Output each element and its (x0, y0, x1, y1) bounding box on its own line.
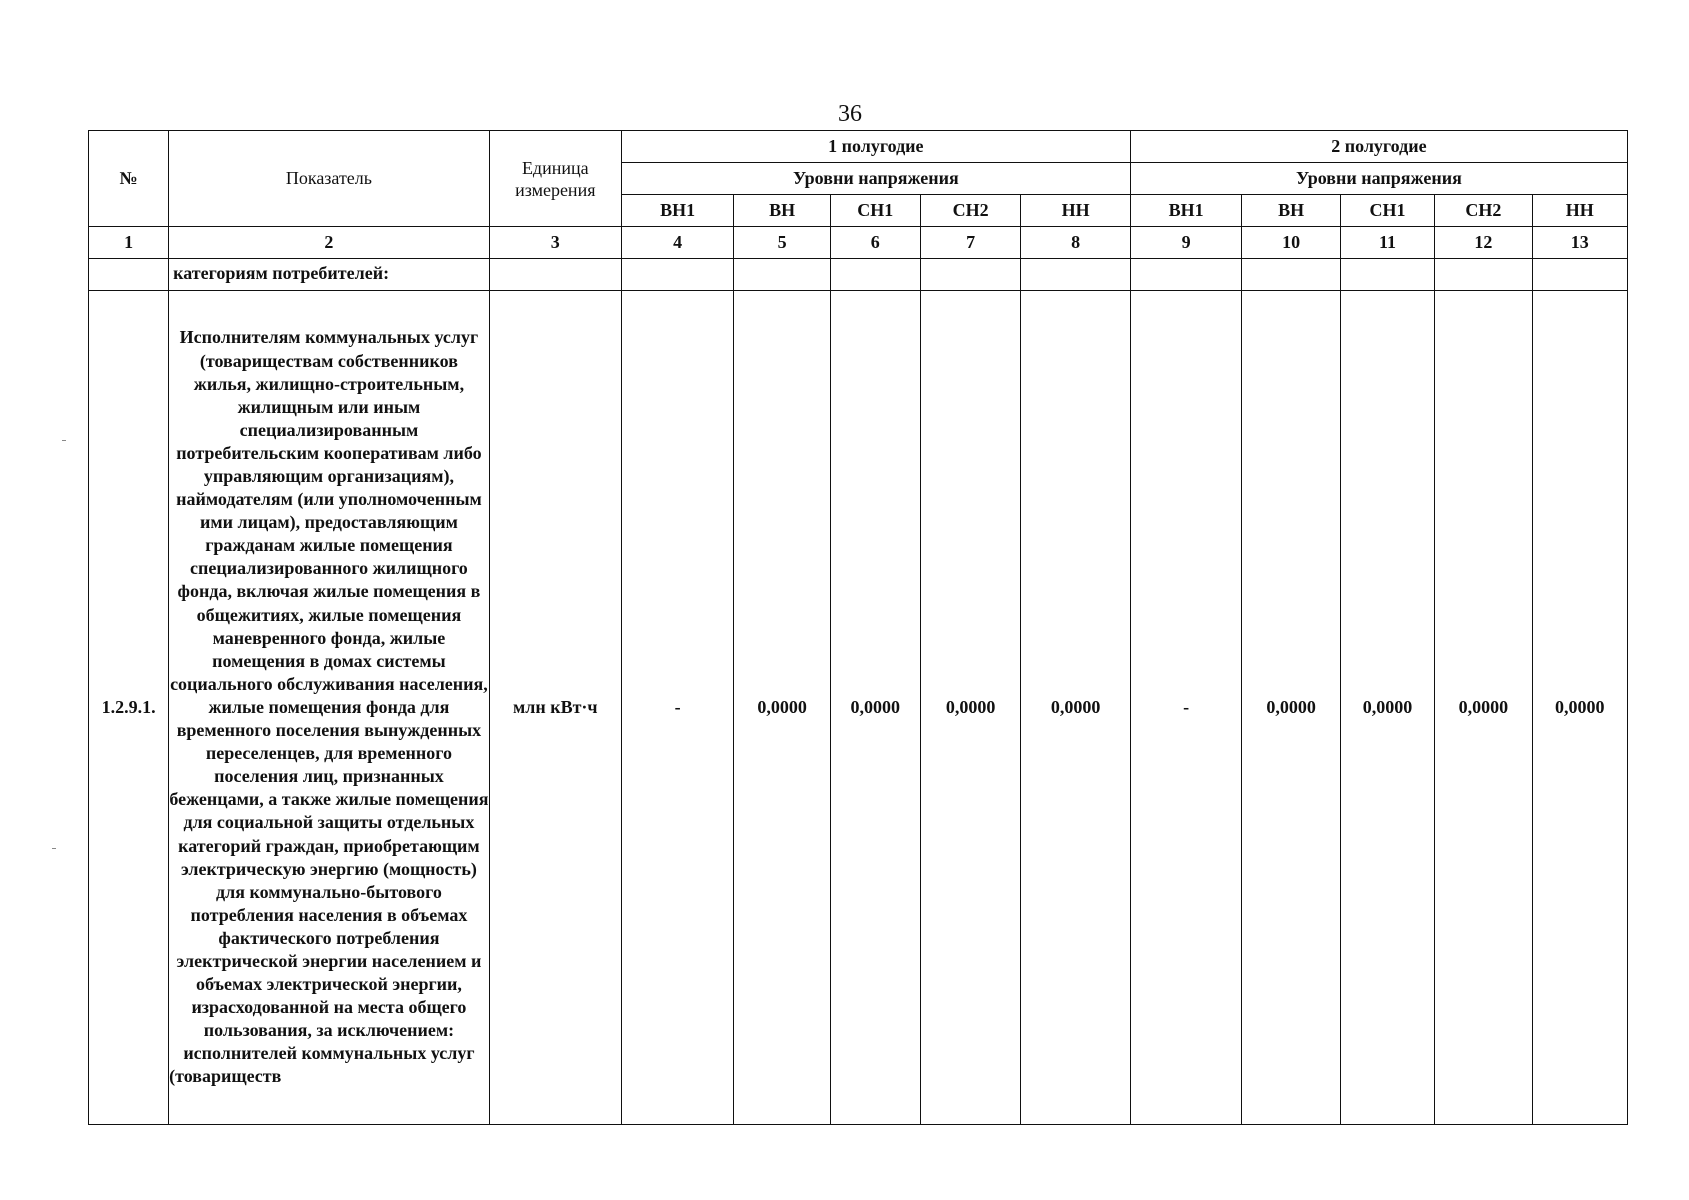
page-number: 36 (838, 101, 862, 127)
column-number: 11 (1340, 227, 1434, 259)
category-label: категориям потребителей: (169, 259, 490, 291)
category-row (89, 259, 1628, 291)
empty-cell (1242, 259, 1341, 291)
column-number: 6 (830, 227, 920, 259)
header-voltage-levels-1: Уровни напряжения (621, 163, 1130, 195)
level-header: НН (1021, 195, 1130, 227)
empty-cell (830, 259, 920, 291)
column-number: 7 (920, 227, 1021, 259)
column-number: 9 (1130, 227, 1242, 259)
level-header: СН1 (830, 195, 920, 227)
column-number: 1 (89, 227, 169, 259)
empty-cell (1340, 259, 1434, 291)
tariff-table (88, 130, 1628, 1125)
level-header: СН1 (1340, 195, 1434, 227)
category-number-cell (89, 259, 169, 291)
column-number: 3 (489, 227, 621, 259)
column-number: 10 (1242, 227, 1341, 259)
level-header: ВН (734, 195, 830, 227)
level-header: ВН (1242, 195, 1341, 227)
header-unit: Единица измерения (489, 131, 621, 227)
empty-cell (734, 259, 830, 291)
level-header: ВН1 (621, 195, 734, 227)
column-number-row (89, 227, 1628, 259)
scan-speck (62, 440, 66, 441)
value-cell: 0,0000 (1021, 291, 1130, 1125)
empty-cell (489, 259, 621, 291)
column-number: 12 (1435, 227, 1532, 259)
empty-cell (621, 259, 734, 291)
header-number: № (89, 131, 169, 227)
value-cell: 0,0000 (1242, 291, 1341, 1125)
column-number: 8 (1021, 227, 1130, 259)
header-half-2: 2 полугодие (1130, 131, 1627, 163)
table-row (89, 291, 1628, 1125)
header-voltage-levels-2: Уровни напряжения (1130, 163, 1627, 195)
level-header: СН2 (1435, 195, 1532, 227)
empty-cell (920, 259, 1021, 291)
value-cell: 0,0000 (1532, 291, 1627, 1125)
column-number: 13 (1532, 227, 1627, 259)
value-cell: 0,0000 (1340, 291, 1434, 1125)
row-unit: млн кВт·ч (489, 291, 621, 1125)
value-cell: 0,0000 (734, 291, 830, 1125)
column-number: 4 (621, 227, 734, 259)
value-cell: 0,0000 (920, 291, 1021, 1125)
header-indicator: Показатель (169, 131, 490, 227)
value-cell: - (1130, 291, 1242, 1125)
row-description: Исполнителям коммунальных услуг (товариществам собственников жилья, жилищно-строительным, жилищным или иным специализированным потребительским кооперативам либо управляющим организациям), наймодателям (или уполномоченным ими лицам), предоставляющим гражданам жилые помещения специализированного жилищного фонда, включая жилые помещения в общежитиях, жилые помещения маневренного фонда, жилые помещения в домах системы социального обслуживания населения, жилые помещения фонда для временного поселения вынужденных переселенцев, для временного поселения лиц, признанных беженцами, а также жилые помещения для социальной защиты отдельных категорий граждан, приобретающим электрическую энергию (мощность) для коммунально-бытового потребления населения в объемах фактического потребления электрической энергии населением и объемах электрической энергии, израсходованной на места общего пользования, за исключением: исполнителей коммунальных услуг (товариществ (169, 291, 490, 1125)
scan-speck (52, 848, 56, 849)
empty-cell (1435, 259, 1532, 291)
value-cell: 0,0000 (830, 291, 920, 1125)
column-number: 2 (169, 227, 490, 259)
level-header: ВН1 (1130, 195, 1242, 227)
level-header: НН (1532, 195, 1627, 227)
column-number: 5 (734, 227, 830, 259)
row-number: 1.2.9.1. (89, 291, 169, 1125)
empty-cell (1532, 259, 1627, 291)
value-cell: 0,0000 (1435, 291, 1532, 1125)
header-half-1: 1 полугодие (621, 131, 1130, 163)
empty-cell (1130, 259, 1242, 291)
value-cell: - (621, 291, 734, 1125)
level-header: СН2 (920, 195, 1021, 227)
empty-cell (1021, 259, 1130, 291)
